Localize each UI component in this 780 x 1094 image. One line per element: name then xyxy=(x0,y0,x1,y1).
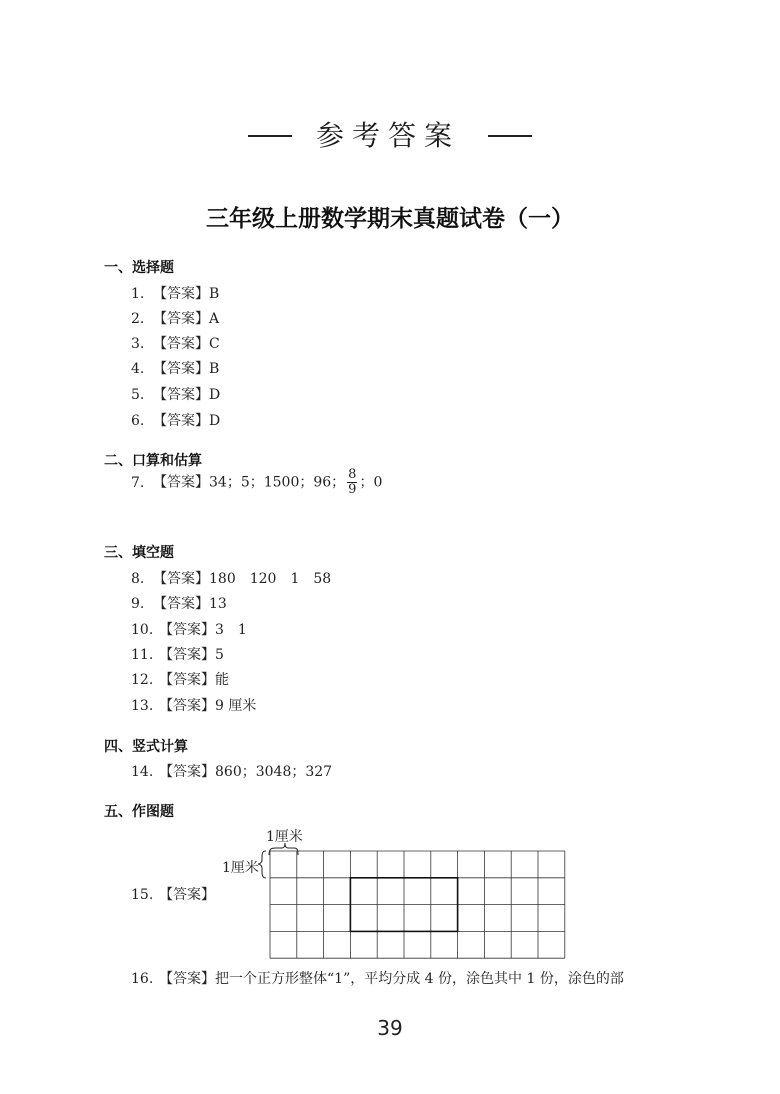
answer-tag: 【答案】 xyxy=(153,361,209,377)
answer-tag: 【答案】 xyxy=(159,622,215,638)
answer-tag: 【答案】 xyxy=(153,311,209,327)
answer-tag: 【答案】 xyxy=(159,672,215,688)
answer-tag: 【答案】 xyxy=(159,698,215,714)
item-number: 8. xyxy=(131,571,145,587)
answer-text: 5 xyxy=(215,647,224,663)
answer-text: 34；5；1500；96； xyxy=(209,474,346,491)
answer-item xyxy=(131,410,220,430)
answer-text-tail: ；0 xyxy=(359,474,383,491)
answer-item xyxy=(131,358,219,378)
item-number: 3. xyxy=(131,336,145,352)
answer-text: C xyxy=(209,336,220,352)
answer-text: B xyxy=(209,286,220,302)
side-brace xyxy=(258,851,266,878)
answer-item xyxy=(131,695,256,715)
header-rule-left xyxy=(248,135,292,137)
grid-lines xyxy=(270,851,565,958)
section-heading: 四、竖式计算 xyxy=(104,739,188,755)
answer-tag: 【答案】 xyxy=(153,474,209,491)
answer-tag: 【答案】 xyxy=(159,971,215,987)
answer-item xyxy=(131,333,220,353)
item-number: 6. xyxy=(131,413,145,429)
item-number: 4. xyxy=(131,361,145,377)
answer-tag: 【答案】 xyxy=(159,647,215,663)
answer-tag: 【答案】 xyxy=(153,336,209,352)
header-rule-right xyxy=(488,135,532,137)
section-heading: 三、填空题 xyxy=(104,545,174,561)
item-number: 11. xyxy=(131,647,154,663)
answer-item xyxy=(131,593,227,613)
item-number: 1. xyxy=(131,286,145,302)
answer-item xyxy=(131,644,224,664)
answer-tag: 【答案】 xyxy=(159,764,215,780)
answer-text: 180 120 1 58 xyxy=(209,571,332,587)
section-heading: 五、作图题 xyxy=(104,804,174,820)
fraction xyxy=(347,468,357,497)
answer-item xyxy=(131,568,331,588)
answer-item xyxy=(131,619,247,639)
answer-text: 能 xyxy=(215,672,229,688)
answer-item xyxy=(131,468,382,497)
item-number: 12. xyxy=(131,672,154,688)
grid-side-label: 1厘米 xyxy=(222,860,259,876)
top-brace xyxy=(269,843,298,855)
item-number: 10. xyxy=(131,622,154,638)
answer-tag: 【答案】 xyxy=(153,286,209,302)
item-number: 7. xyxy=(131,474,145,491)
answer-text: 13 xyxy=(209,596,227,612)
answer-item xyxy=(131,308,219,328)
answer-tag: 【答案】 xyxy=(153,596,209,612)
fraction-numerator: 8 xyxy=(348,467,357,482)
answer-tag: 【答案】 xyxy=(153,413,209,429)
exam-title: 三年级上册数学期末真题试卷（一） xyxy=(206,206,574,232)
answer-tag: 【答案】 xyxy=(159,887,215,903)
answer-tag: 【答案】 xyxy=(153,571,209,587)
answer-text: 把一个正方形整体“1”，平均分成 4 份，涂色其中 1 份，涂色的部 xyxy=(215,971,624,987)
grid-top-label: 1厘米 xyxy=(266,829,303,845)
answer-text: D xyxy=(209,387,221,403)
item-number: 5. xyxy=(131,387,145,403)
page-heading: 参考答案 xyxy=(316,119,461,152)
grid-figure xyxy=(258,838,578,962)
answer-text: A xyxy=(209,311,220,327)
item-number: 15. xyxy=(131,887,154,903)
answer-item xyxy=(131,884,215,904)
item-number: 13. xyxy=(131,698,154,714)
answer-text: D xyxy=(209,413,221,429)
fraction-denominator: 9 xyxy=(348,482,357,497)
answer-item xyxy=(131,283,219,303)
item-number: 16. xyxy=(131,971,154,987)
answer-tag: 【答案】 xyxy=(153,387,209,403)
answer-text: 860；3048；327 xyxy=(215,764,333,780)
item-number: 14. xyxy=(131,764,154,780)
answer-text: 9 厘米 xyxy=(215,698,257,714)
answer-text: 3 1 xyxy=(215,622,247,638)
page-number: 39 xyxy=(377,1016,403,1040)
answer-item xyxy=(131,669,229,689)
section-heading: 二、口算和估算 xyxy=(104,453,202,469)
item-number: 9. xyxy=(131,596,145,612)
section-heading: 一、选择题 xyxy=(104,260,174,276)
answer-item xyxy=(131,968,624,988)
answer-text: B xyxy=(209,361,220,377)
answer-item xyxy=(131,761,332,781)
item-number: 2. xyxy=(131,311,145,327)
answer-item xyxy=(131,384,220,404)
